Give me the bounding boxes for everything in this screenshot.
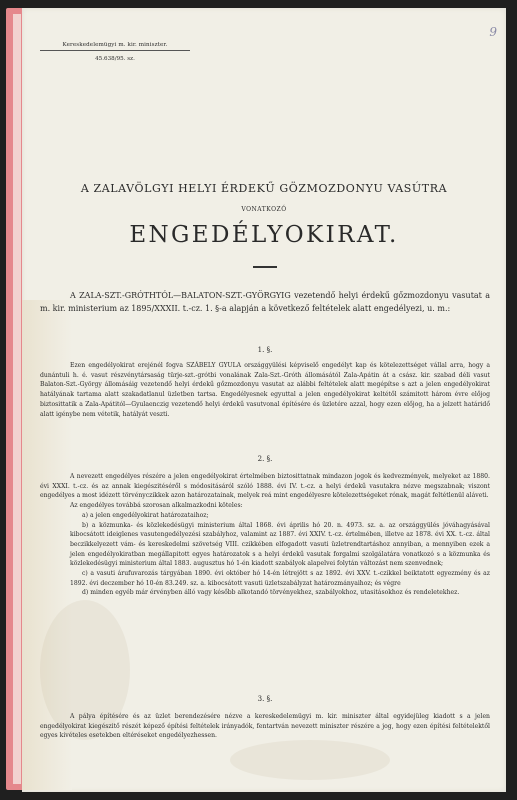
ministry-name: Kereskedelemügyi m. kir. miniszter. (40, 42, 190, 51)
list-item-b: b) a közmunka- és közlekedésügyi ministerium által 1868. évi április hó 20. n. 4973. sz. a. az országgyülés jóváhagyásával kibocsátott ideiglenes vasutengedélyezési szabályhoz, valamint az 1887. évi XXIV. t.-cz. értelmében, illetve az 1878. évi XX. t.-cz. által beczikkelyezett vám- és kereskedelmi szövetség VIII. czikkében elfogadott vasuti üzletrendtartáshoz annyiban, a mennyiben ezek a jelen engedélyokiratban megállapitott egyes határozatok s a helyi érdekű vasutak forgalmi szolgálatára vonatkozó s a közmunka és közlekedésügyi ministerium által 1883. augusztus hó 1-én kiadott szabályok alapelvei folytán változást nem szenvednek; (70, 521, 490, 568)
document-subtitle: VONATKOZÓ (241, 206, 287, 213)
section-3-heading: 3. §. (257, 695, 273, 703)
preamble-paragraph: A ZALA-SZT.-GRÓTHTÓL—BALATON-SZT.-GYÖRGYIG vezetendő helyi érdekű gőzmozdonyu vasutat a m. kir. ministerium az 1895/XXXII. t.-cz. 1. §-a alapján a következő feltételek alatt engedélyezi, u. m.: (40, 291, 490, 313)
file-number: 45.638/95. sz. (95, 56, 135, 62)
list-item-d: d) minden egyéb már érvényben álló vagy később alkotandó törvényekhez, szabályokhoz, utasitásokhoz és rendeletekhez. (82, 589, 460, 597)
section-2-paragraph: A nevezett engedélyes részére a jelen engedélyokirat értelmében biztosittatnak mindazon jogok és kedvezmények, melyeket az 1880. évi XXXI. t.-cz. és az annak kiegészitéséről s módositásáról szóló 1888. évi IV. t.-cz. a helyi érdekű vasutakra nézve megszabnak; viszont engedélyes a most idézett törvényczikkek azon határozatainak, melyek reá mint engedélyesre kötelezettségeket rónak, magát feltétlenül aláveti. (40, 473, 490, 500)
section-2-heading: 2. §. (257, 455, 273, 463)
section-2-body (40, 472, 490, 598)
document-heading: ENGEDÉLYOKIRAT. (129, 222, 399, 248)
paper-stain (230, 740, 390, 780)
document-title: A ZALAVÖLGYI HELYI ÉRDEKŰ GÖZMOZDONYU VASÚTRA (80, 182, 448, 195)
handwritten-page-number: 9 (489, 25, 497, 39)
list-item-a: a) a jelen engedélyokirat határozataihoz; (82, 511, 209, 519)
section-2-list-intro: Az engedélyes továbbá szorosan alkalmazkodni köteles: (70, 502, 243, 510)
section-3-paragraph: A pálya építésére és az üzlet berendezésére nézve a kereskedelemügyi m. kir. miniszter által egyidejüleg kiadott s a jelen engedélyokirat kiegészitő részét képező építési feltételek irányadók, fentartván nevezett miniszter részére a jog, hogy ezen építési feltételektől egyes kivételes esetekben eltéréseket engedélyezhessen. (40, 713, 490, 740)
section-1-paragraph: Ezen engedélyokirat erejénél fogva SZÁBELY GYULA országgyülési képviselő engedélyt kap és kötelezettséget vállal arra, hogy a dunántuli h. é. vasut részvénytársaság türje-szt.-grótbi vonalának Zala-Szt.-Gróth állomásától Zala-Apátin át a csász. kir. szabad déli vasut Balaton-Szt.-György állomásáig vezetendő helyi érdekű gőzmozdonyu vasutat az alábbi feltételek alatt megépítse s azt a jelen engedélyokirat hatályának tartama alatt szakadatlanul üzletben tartsa. Engedélyesnek egyuttal a jelen engedélyokirat keltétől számitott három évre előjog biztosittatik a Zala-Apátitól—Gyulaenczig vezetendő helyi érdekű vasutvonal építésére és üzletére azzal, hogy ezen előjog, ha a jelzett határidő alatt igénybe nem vétetik, hatályát veszti. (40, 362, 490, 418)
title-divider (253, 266, 277, 268)
ministry-header (40, 22, 190, 62)
section-1-heading: 1. §. (257, 346, 273, 354)
cover-inner-strip (13, 14, 21, 784)
section-1-body (40, 361, 490, 419)
section-3-body (40, 712, 490, 741)
list-item-c: c) a vasuti árufuvarozás tárgyában 1890. évi október hó 14-én létrejött s az 1892. évi XXV. t.-czikkel beiktatott egyezmény és az 1892. évi deczember hó 10-én 83.249. sz. a. kibocsátott vasuti üzletszabályzat határozmányaihoz; és végre (70, 570, 490, 587)
